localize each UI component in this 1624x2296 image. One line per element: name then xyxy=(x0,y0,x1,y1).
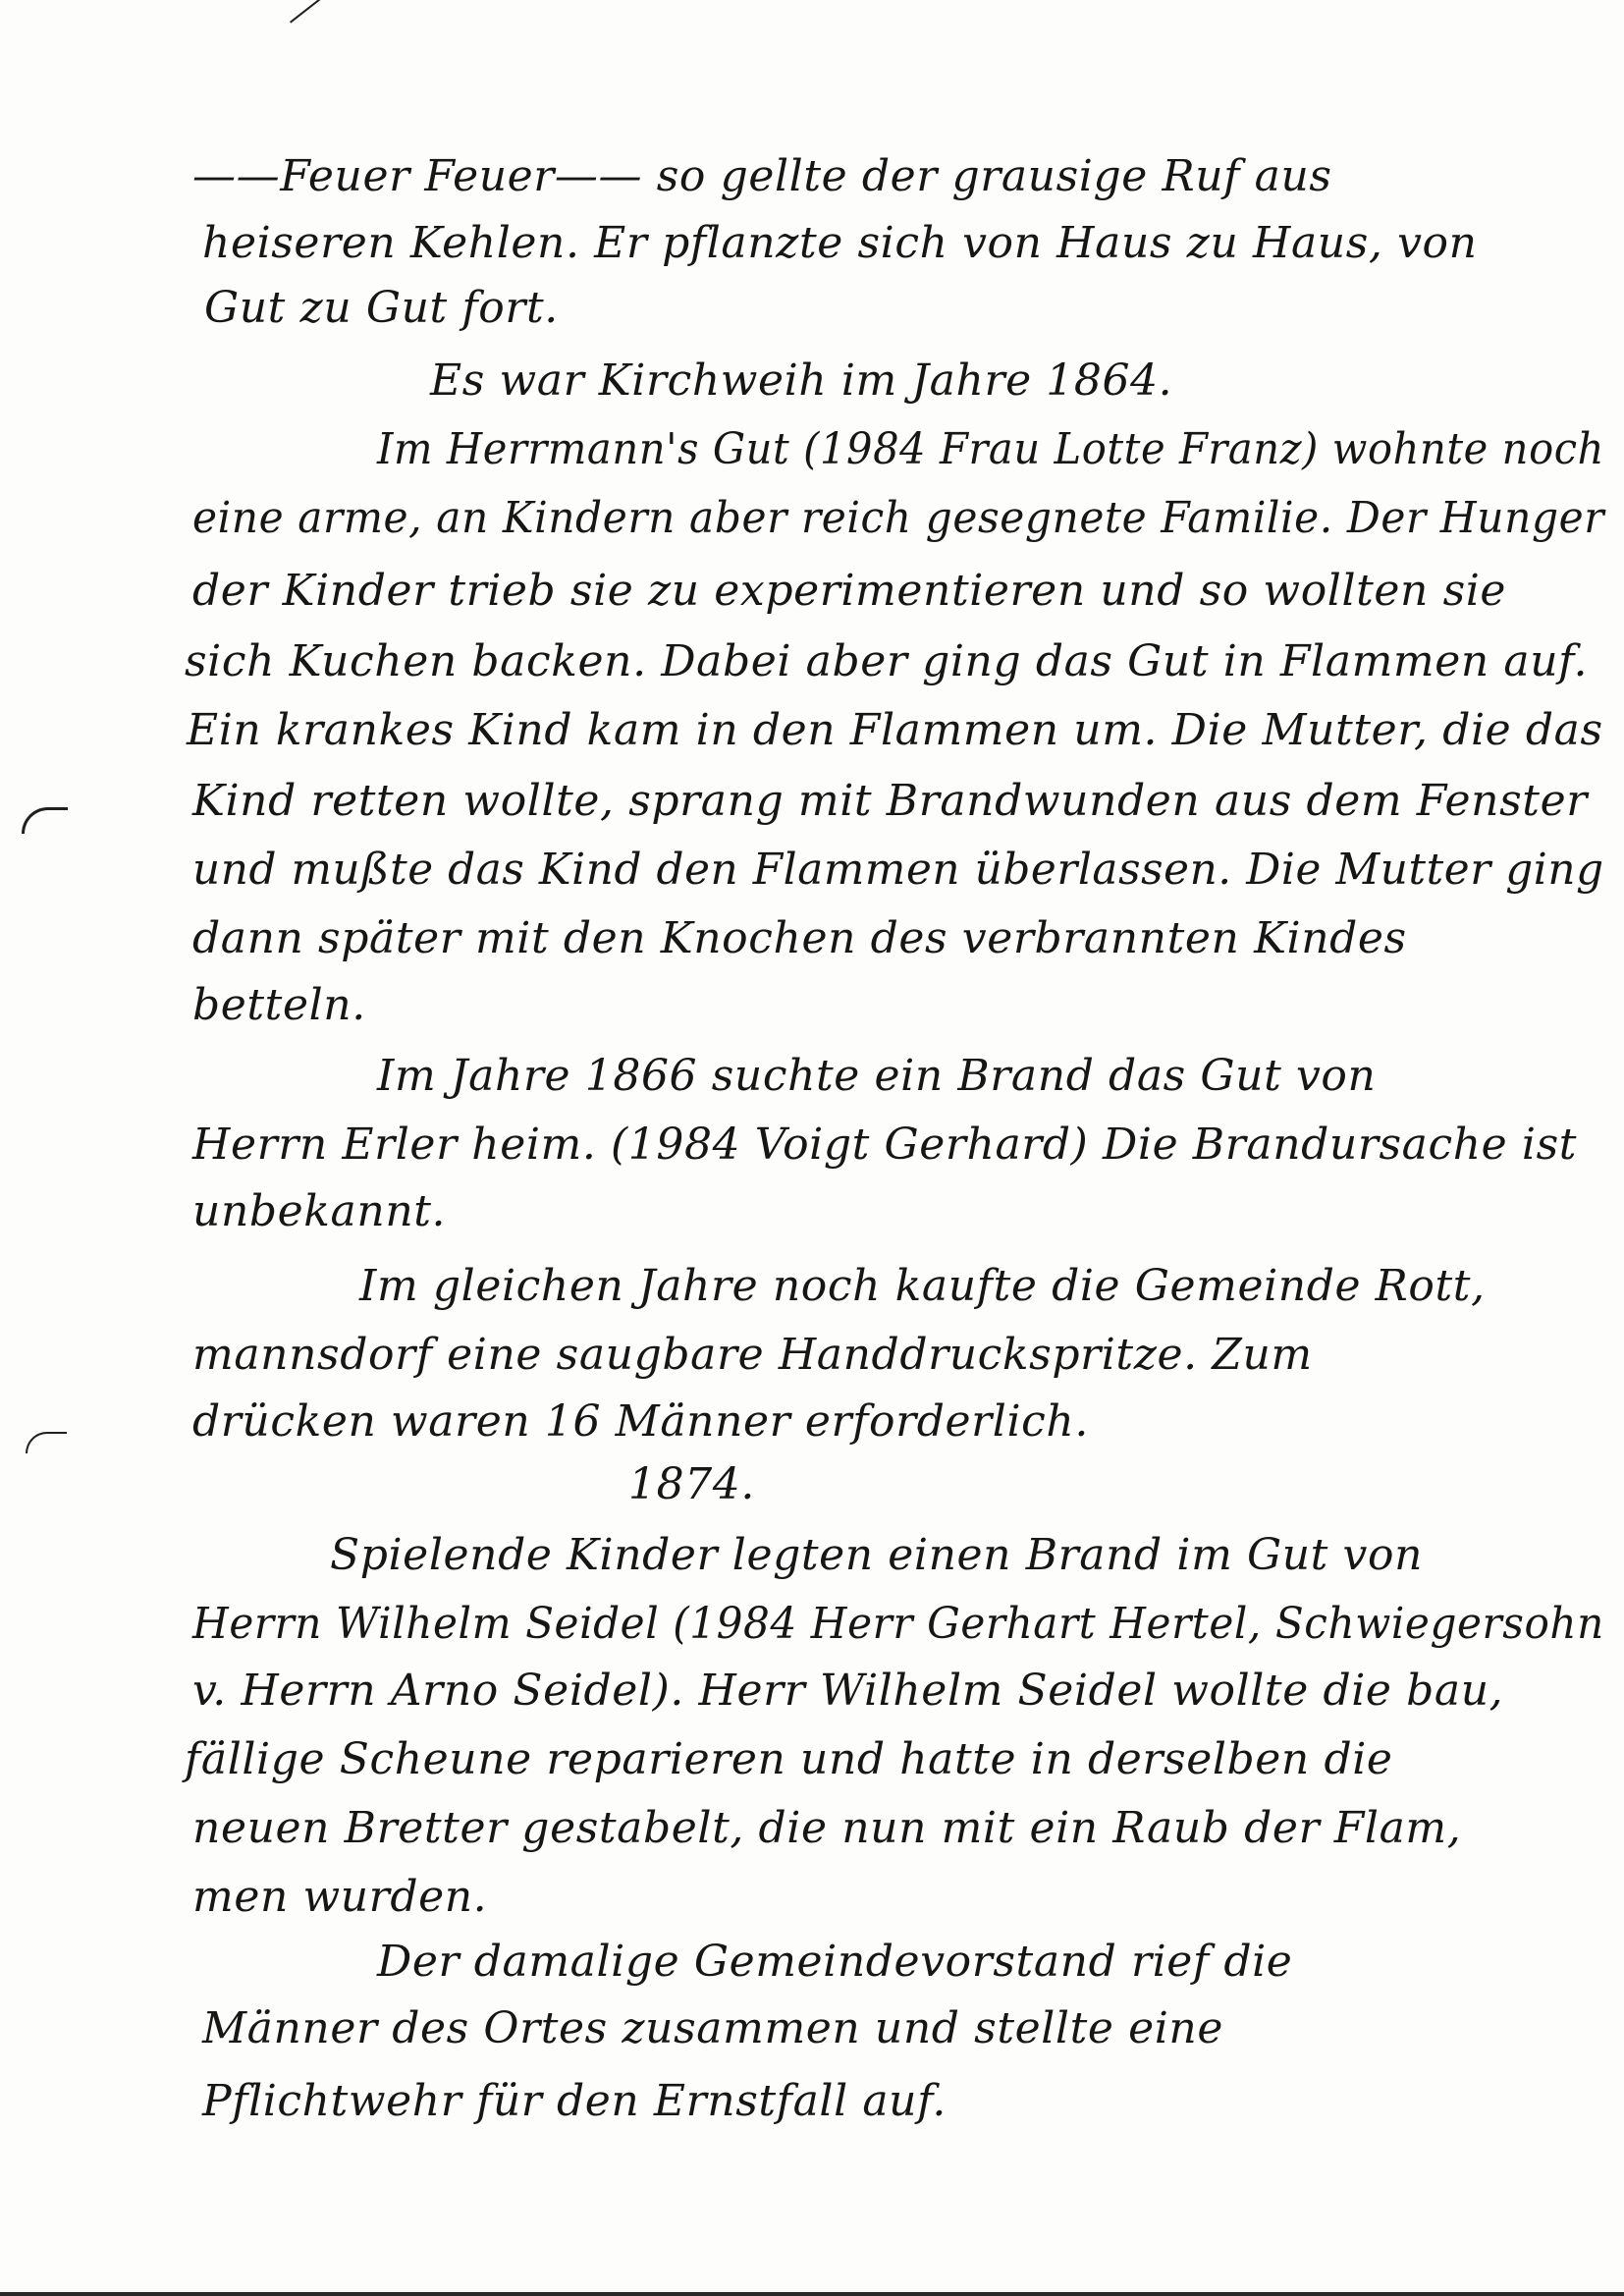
text-line-19: drücken waren 16 Männer erforderlich. xyxy=(192,1396,1089,1447)
text-line-17: Im gleichen Jahre noch kaufte die Gemeinde Rott, xyxy=(359,1261,1486,1311)
scan-bottom-edge xyxy=(0,2292,1624,2296)
text-line-23: v. Herrn Arno Seidel). Herr Wilhelm Seidel wollte die bau, xyxy=(192,1666,1504,1716)
text-line-26: men wurden. xyxy=(192,1872,488,1922)
text-line-15: Herrn Erler heim. (1984 Voigt Gerhard) Die Brandursache ist xyxy=(192,1120,1578,1170)
text-line-1: ——Feuer Feuer—— so gellte der grausige Ruf aus xyxy=(192,151,1332,201)
text-line-27: Der damalige Gemeindevorstand rief die xyxy=(377,1937,1293,1987)
margin-mark-lower xyxy=(26,1432,67,1453)
text-line-5: Im Herrmann's Gut (1984 Frau Lotte Franz) wohnte noch xyxy=(377,424,1604,474)
text-line-8: sich Kuchen backen. Dabei aber ging das Gut in Flammen auf. xyxy=(185,636,1589,686)
text-line-24: fällige Scheune reparieren und hatte in derselben die xyxy=(185,1734,1393,1784)
text-line-4: Es war Kirchweih im Jahre 1864. xyxy=(430,355,1173,406)
text-line-9: Ein krankes Kind kam in den Flammen um. Die Mutter, die das xyxy=(187,705,1603,755)
text-line-29: Pflichtwehr für den Ernstfall auf. xyxy=(202,2076,947,2126)
margin-mark-upper xyxy=(22,807,68,834)
text-line-12: dann später mit den Knochen des verbrannten Kindes xyxy=(192,913,1407,963)
text-line-21: Spielende Kinder legten einen Brand im Gut von xyxy=(330,1530,1424,1580)
text-line-18: mannsdorf eine saugbare Handdruckspritze. Zum xyxy=(192,1330,1313,1380)
text-line-16: unbekannt. xyxy=(192,1186,447,1236)
text-line-13: betteln. xyxy=(192,980,366,1030)
text-line-11: und mußte das Kind den Flammen überlassen. Die Mutter ging xyxy=(192,845,1604,895)
text-line-20: 1874. xyxy=(628,1459,755,1509)
text-line-14: Im Jahre 1866 suchte ein Brand das Gut von xyxy=(377,1051,1377,1101)
text-line-2: heiseren Kehlen. Er pflanzte sich von Haus zu Haus, von xyxy=(202,218,1478,268)
pen-stroke-top xyxy=(290,0,323,24)
text-line-22: Herrn Wilhelm Seidel (1984 Herr Gerhart Hertel, Schwiegersohn xyxy=(192,1599,1604,1649)
text-line-28: Männer des Ortes zusammen und stellte eine xyxy=(202,2003,1223,2053)
text-line-25: neuen Bretter gestabelt, die nun mit ein Raub der Flam, xyxy=(192,1803,1462,1853)
text-line-10: Kind retten wollte, sprang mit Brandwunden aus dem Fenster xyxy=(192,776,1588,826)
text-line-7: der Kinder trieb sie zu experimentieren und so wollten sie xyxy=(192,566,1507,616)
text-line-6: eine arme, an Kindern aber reich gesegnete Familie. Der Hunger xyxy=(192,493,1605,543)
text-line-3: Gut zu Gut fort. xyxy=(204,283,559,333)
